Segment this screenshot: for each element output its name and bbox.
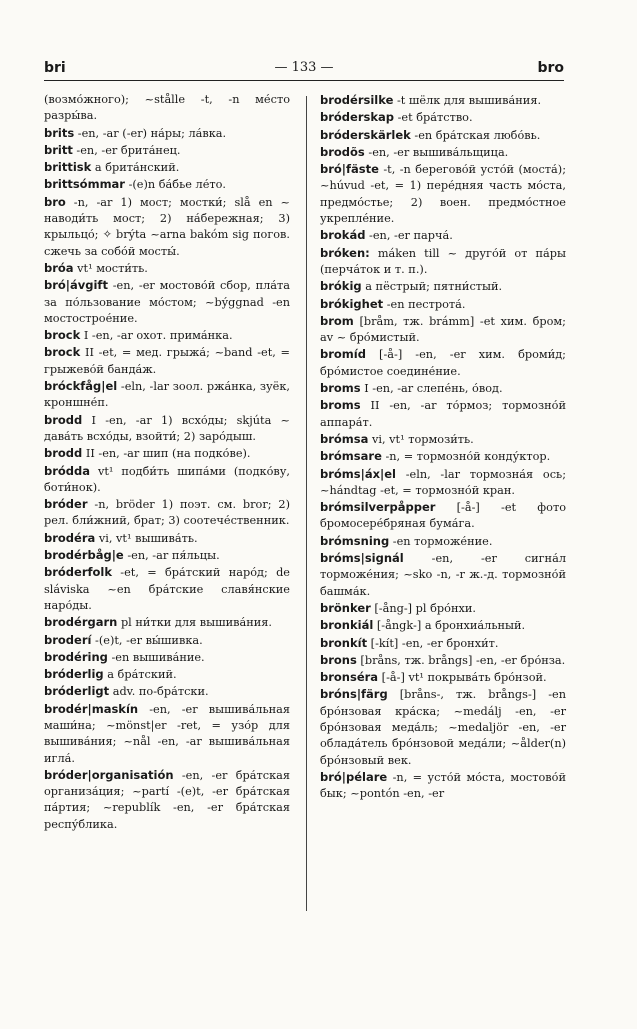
dictionary-entry: bróns|färg [bråns-, тж. brångs-] -en бро́нзовая кра́ска; ~medálj -en, -er бро́нзовая меда́ль; ~medaljör -en, -er облада́тель бро́нзовой меда́ли; ~ålder(n) бро́нзовый век. (320, 687, 566, 767)
headword: bronséra (320, 670, 379, 685)
dictionary-entry: brodérbåg|e -en, -ar пя́льцы. (44, 548, 220, 563)
headword: brodd (44, 412, 83, 427)
dictionary-entry: bróder -n, bröder 1) поэт. см. bror; 2) рел. бли́жний, брат; 3) соотече́ственник. (44, 497, 290, 528)
running-head-right: bro (537, 60, 564, 76)
headword: brodérgarn (44, 615, 118, 630)
headword: bródda (44, 463, 91, 478)
dictionary-entry: brómsilverpåpper [-å-] -et фото бромосере́бряная бума́га. (320, 500, 566, 531)
headword: bróckfåg|el (44, 379, 118, 394)
headword: bró|fäste (320, 162, 379, 177)
headword: brómsare (320, 449, 382, 464)
dictionary-entry: bróms|áx|el -eln, -lar тормозна́я ось; ~hándtag -et, = тормозно́й кран. (320, 466, 566, 497)
headword: brodõs (320, 144, 365, 159)
dictionary-entry: broderí -(e)t, -er вы́шивка. (44, 632, 203, 647)
headword: britt (44, 142, 73, 157)
headword: brodérbåg|e (44, 548, 124, 563)
dictionary-entry: bro -n, -ar 1) мост; мостки́; slå en ~ наводи́ть мост; 2) на́бережная; 3) крыльцо́; ✧ brýta ~arna bakóm sig погов. сжечь за собо́й мосты́. (44, 194, 290, 258)
dictionary-entry: brodd II -en, -ar шип (на подко́ве). (44, 446, 251, 461)
dictionary-entry: brókig a пёстрый; пятни́стый. (320, 279, 503, 294)
headword: brodér|maskín (44, 701, 139, 716)
headword: bró|ávgift (44, 278, 108, 293)
headword: brons (320, 652, 357, 667)
headword: bronkiál (320, 618, 374, 633)
headword: brodérsilke (320, 93, 394, 107)
dictionary-entry: brokád -en, -er парча́. (320, 228, 453, 243)
headword: brom (320, 313, 354, 328)
headword: bromíd (320, 347, 366, 362)
headword: brittsómmar (44, 177, 125, 192)
page-number: — 133 — (274, 60, 334, 75)
dictionary-entry: bródda vt¹ подби́ть шипа́ми (подко́ву, боти́нок). (44, 463, 290, 494)
dictionary-entry: brock II -et, = мед. грыжа́; ~band -et, = грыжево́й банда́ж. (44, 345, 290, 376)
dictionary-entry: brittsómmar -(e)n ба́бье ле́то. (44, 177, 227, 192)
dictionary-entry: bronséra [-å-] vt¹ покрыва́ть бро́нзой. (320, 670, 547, 685)
dictionary-entry: brodéra vi, vt¹ вышива́ть. (44, 530, 198, 545)
headword: broms (320, 381, 361, 396)
headword: broderí (44, 632, 92, 647)
dictionary-entry: (возмо́жного); ~stålle -t, -n ме́сто разры́ва. (44, 93, 290, 123)
dictionary-entry: bró|ávgift -en, -er мостово́й сбор, пла́та за по́льзование мо́стом; ~býggnad -en мостострое́ние. (44, 278, 290, 325)
dictionary-entry: bronkiál [-ångk-] a бронхиа́льный. (320, 618, 526, 633)
headword: bro (44, 194, 66, 209)
dictionary-entry: broms I -en, -ar слепе́нь, о́вод. (320, 381, 503, 396)
headword: bróa (44, 260, 74, 275)
headword: brodéra (44, 530, 96, 545)
dictionary-entry: brodérsilke -t шёлк для вышива́ния. (320, 93, 542, 107)
headword: bronkít (320, 635, 368, 650)
headword: brönker (320, 600, 371, 615)
headword: bróderskärlek (320, 127, 411, 142)
dictionary-entry: britt -en, -er брита́нец. (44, 142, 181, 157)
dictionary-entry: bróderlig a бра́тский. (44, 667, 177, 682)
dictionary-entry: bromíd [-å-] -en, -er хим. броми́д; бро́мистое соедине́ние. (320, 347, 566, 378)
dictionary-entry: brodd I -en, -ar 1) всхо́ды; skjúta ~ дава́ть всхо́ды, взойти́; 2) заро́дыш. (44, 412, 290, 443)
dictionary-entry: brodõs -en, -er вышива́льщица. (320, 144, 509, 159)
headword: bróder|organisatión (44, 767, 174, 782)
headword: bróder (44, 497, 88, 512)
headword: brokád (320, 228, 366, 243)
dictionary-entry: bróa vt¹ мости́ть. (44, 260, 148, 275)
headword: bróms|signál (320, 551, 404, 566)
headword: bróderlig (44, 667, 104, 682)
headword: brókig (320, 279, 362, 294)
headword: brodéring (44, 649, 108, 664)
headword: brock (44, 345, 81, 360)
dictionary-entry: bróder|organisatión -en, -er бра́тская организа́ция; ~partí -(e)t, -er бра́тская па́ртия; ~republík -en, -er бра́тская респу́блика. (44, 767, 290, 831)
headword: bróderskap (320, 110, 394, 125)
headword: brits (44, 125, 75, 140)
dictionary-entry: bróderfolk -et, = бра́тский наро́д; de sláviska ~en бра́тские славя́нские наро́ды. (44, 565, 290, 612)
dictionary-entry: bróderskärlek -en бра́тская любо́вь. (320, 127, 541, 142)
left-column (44, 92, 290, 833)
headword: bróms|áx|el (320, 466, 396, 481)
dictionary-entry: brodér|maskín -en, -er вышива́льная маши́на; ~mönst|er -ret, = узо́р для вышива́ния; ~nål -en, -ar вышива́льная игла́. (44, 701, 290, 765)
dictionary-entry: brits -en, -ar (-er) на́ры; ла́вка. (44, 125, 227, 140)
dictionary-entry: bró|pélare -n, = усто́й мо́ста, мостово́й бык; ~pontón -en, -er (320, 769, 566, 801)
headword: bróderligt (44, 684, 110, 699)
dictionary-entry: bróderskap -et бра́тство. (320, 110, 473, 125)
dictionary-entry: bróms|signál -en, -er сигна́л торможе́ния; ~sko -n, -r ж.-д. тормозно́й башма́к. (320, 551, 566, 598)
column-divider (306, 96, 307, 911)
dictionary-entry: brom [bråm, тж. brámm] -et хим. бром; av ~ бро́мистый. (320, 313, 566, 345)
dictionary-entry: brókighet -en пестрота́. (320, 296, 466, 311)
headword: bróns|färg (320, 687, 388, 702)
headword: broms (320, 398, 361, 413)
dictionary-entry: bróckfåg|el -eln, -lar зоол. ржа́нка, зуёк, кроншне́п. (44, 379, 290, 410)
running-head-left: bri (44, 60, 66, 76)
dictionary-entry: brönker [-ång-] pl бро́нхи. (320, 600, 476, 615)
headword: brómsilverpåpper (320, 500, 436, 515)
headword: brittisk (44, 160, 92, 175)
dictionary-entry: brómsare -n, = тормозно́й конду́ктор. (320, 449, 551, 464)
dictionary-entry: brómsning -en торможе́ние. (320, 533, 493, 548)
dictionary-entry: brons [bråns, тж. brångs] -en, -er бро́нза. (320, 652, 566, 667)
headword: brómsning (320, 533, 390, 548)
dictionary-entry: bróderligt adv. по-бра́тски. (44, 684, 209, 699)
headword: brómsa (320, 431, 369, 446)
headword: bróken: (320, 245, 370, 260)
dictionary-entry: brodérgarn pl ни́тки для вышива́ния. (44, 615, 272, 630)
headword: brodd (44, 446, 83, 461)
dictionary-entry: bróken: máken till ~ друго́й от па́ры (перча́ток и т. п.). (320, 245, 566, 276)
page-header (44, 58, 564, 81)
headword: bróderfolk (44, 565, 113, 580)
headword: bró|pélare (320, 769, 388, 784)
dictionary-entry: bronkít [-kít] -en, -er бронхи́т. (320, 635, 499, 650)
headword: brock (44, 328, 81, 343)
right-column (320, 92, 566, 802)
dictionary-entry: brock I -en, -ar охот. прима́нка. (44, 328, 233, 343)
dictionary-entry: brómsa vi, vt¹ тормози́ть. (320, 431, 474, 446)
dictionary-entry: brodéring -en вышива́ние. (44, 649, 205, 664)
dictionary-entry: broms II -en, -ar то́рмоз; тормозно́й аппара́т. (320, 398, 566, 429)
dictionary-entry: bró|fäste -t, -n берегово́й усто́й (моста́); ~húvud -et, = 1) пере́дняя часть мо́ста, предмо́стье; 2) воен. предмо́стное укрепле́ние. (320, 162, 566, 226)
dictionary-entry: brittisk a брита́нский. (44, 160, 180, 175)
headword: brókighet (320, 296, 384, 311)
